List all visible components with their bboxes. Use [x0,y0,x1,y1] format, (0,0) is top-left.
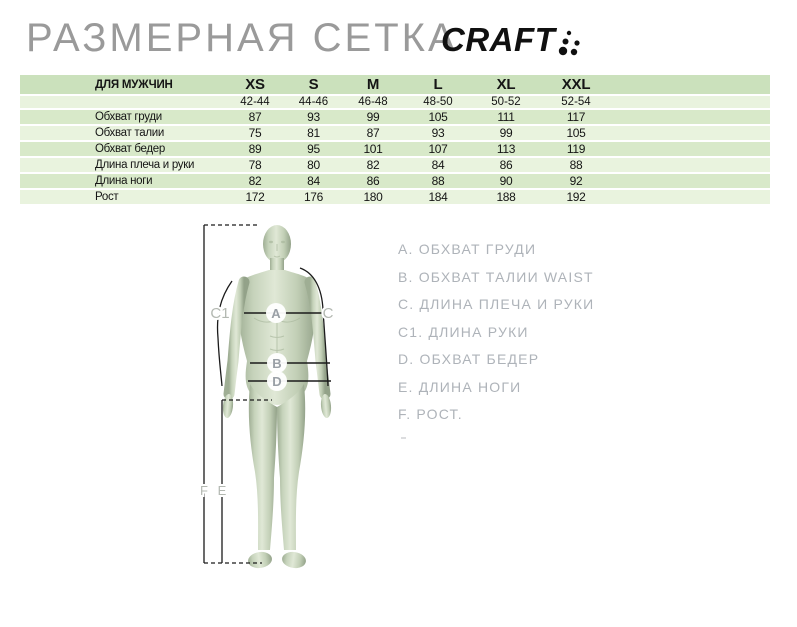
size-range-cell: 52-54 [540,95,612,109]
value-cell: 87 [342,125,404,141]
value-cell: 93 [404,125,472,141]
measurement-row-leg [20,173,770,189]
size-range-cell: 48-50 [404,95,472,109]
craft-wordmark: CRAFT [441,21,556,58]
value-cell: 172 [225,189,285,205]
row-label: Длина ноги [20,173,225,189]
value-cell: 93 [285,109,342,125]
marker-a: A [271,306,281,321]
value-cell: 78 [225,157,285,173]
foot-left [247,550,273,569]
marker-f: F [200,483,208,498]
value-cell: 82 [225,173,285,189]
size-column-header: XL [472,75,540,95]
size-range-cell: 42-44 [225,95,285,109]
value-cell: 184 [404,189,472,205]
value-cell: 176 [285,189,342,205]
row-label: Обхват груди [20,109,225,125]
table-title-cell: ДЛЯ МУЖЧИН [20,75,225,95]
size-column-header: XXL [540,75,612,95]
value-cell: 88 [540,157,612,173]
mannequin-body [222,225,332,570]
size-column-header: XS [225,75,285,95]
legend-item: E. ДЛИНА НОГИ [398,378,522,395]
marker-b: B [272,356,282,371]
legend-item: D. ОБХВАТ БЕДЕР [398,351,540,367]
legend-item: A. ОБХВАТ ГРУДИ [398,241,537,257]
marker-e: E [217,483,227,498]
row-label: Обхват талии [20,125,225,141]
value-cell: 101 [342,141,404,157]
value-cell: 188 [472,189,540,205]
value-cell: 88 [404,173,472,189]
value-cell: 111 [472,109,540,125]
legend-item: C. ДЛИНА ПЛЕЧА И РУКИ [398,296,595,312]
value-cell: 107 [404,141,472,157]
legend-item: F. РОСТ. [398,406,463,422]
value-cell: 113 [472,141,540,157]
value-cell: 95 [285,141,342,157]
foot-right [281,550,307,569]
value-cell: 89 [225,141,285,157]
value-cell: 82 [342,157,404,173]
leg-right [277,384,305,550]
value-cell: 105 [540,125,612,141]
size-range-cell: 44-46 [285,95,342,109]
value-cell: 180 [342,189,404,205]
legend-item: B. ОБХВАТ ТАЛИИ WAIST [398,268,594,285]
marker-d: D [272,374,282,389]
size-range-cell: 46-48 [342,95,404,109]
value-cell: 99 [472,125,540,141]
row-label: Рост [20,189,225,205]
value-cell: 90 [472,173,540,189]
value-cell: 117 [540,109,612,125]
legend-item: C1. ДЛИНА РУКИ [398,323,529,340]
mannequin-figure [192,218,362,620]
value-cell: 192 [540,189,612,205]
measurement-row-shoulder-arm [20,157,770,173]
craft-logo-dots-icon [558,24,590,60]
row-label: Обхват бедер [20,141,225,157]
measurement-row-hips [20,141,770,157]
value-cell: 92 [540,173,612,189]
size-range-row [20,95,770,109]
value-cell: 81 [285,125,342,141]
size-column-header: L [404,75,472,95]
value-cell: 84 [285,173,342,189]
page-title: РАЗМЕРНАЯ СЕТКА [26,16,458,60]
row-label: Длина плеча и руки [20,157,225,173]
measurement-row-waist [20,125,770,141]
value-cell: 105 [404,109,472,125]
brand-logo [441,22,590,60]
measurement-legend [398,241,594,434]
measurement-row-height [20,189,770,205]
marker-c: C [322,305,334,322]
size-column-header: M [342,75,404,95]
value-cell: 87 [225,109,285,125]
value-cell: 84 [404,157,472,173]
value-cell: 86 [342,173,404,189]
value-cell: 86 [472,157,540,173]
stray-mark [401,437,406,439]
marker-c1: C1 [210,305,230,322]
value-cell: 99 [342,109,404,125]
table-header-row [20,75,770,95]
value-cell: 119 [540,141,612,157]
measurement-row-chest [20,109,770,125]
size-table [20,75,770,206]
size-column-header: S [285,75,342,95]
value-cell: 75 [225,125,285,141]
mannequin-svg [192,218,362,620]
size-range-cell: 50-52 [472,95,540,109]
value-cell: 80 [285,157,342,173]
leg-left [249,384,277,550]
